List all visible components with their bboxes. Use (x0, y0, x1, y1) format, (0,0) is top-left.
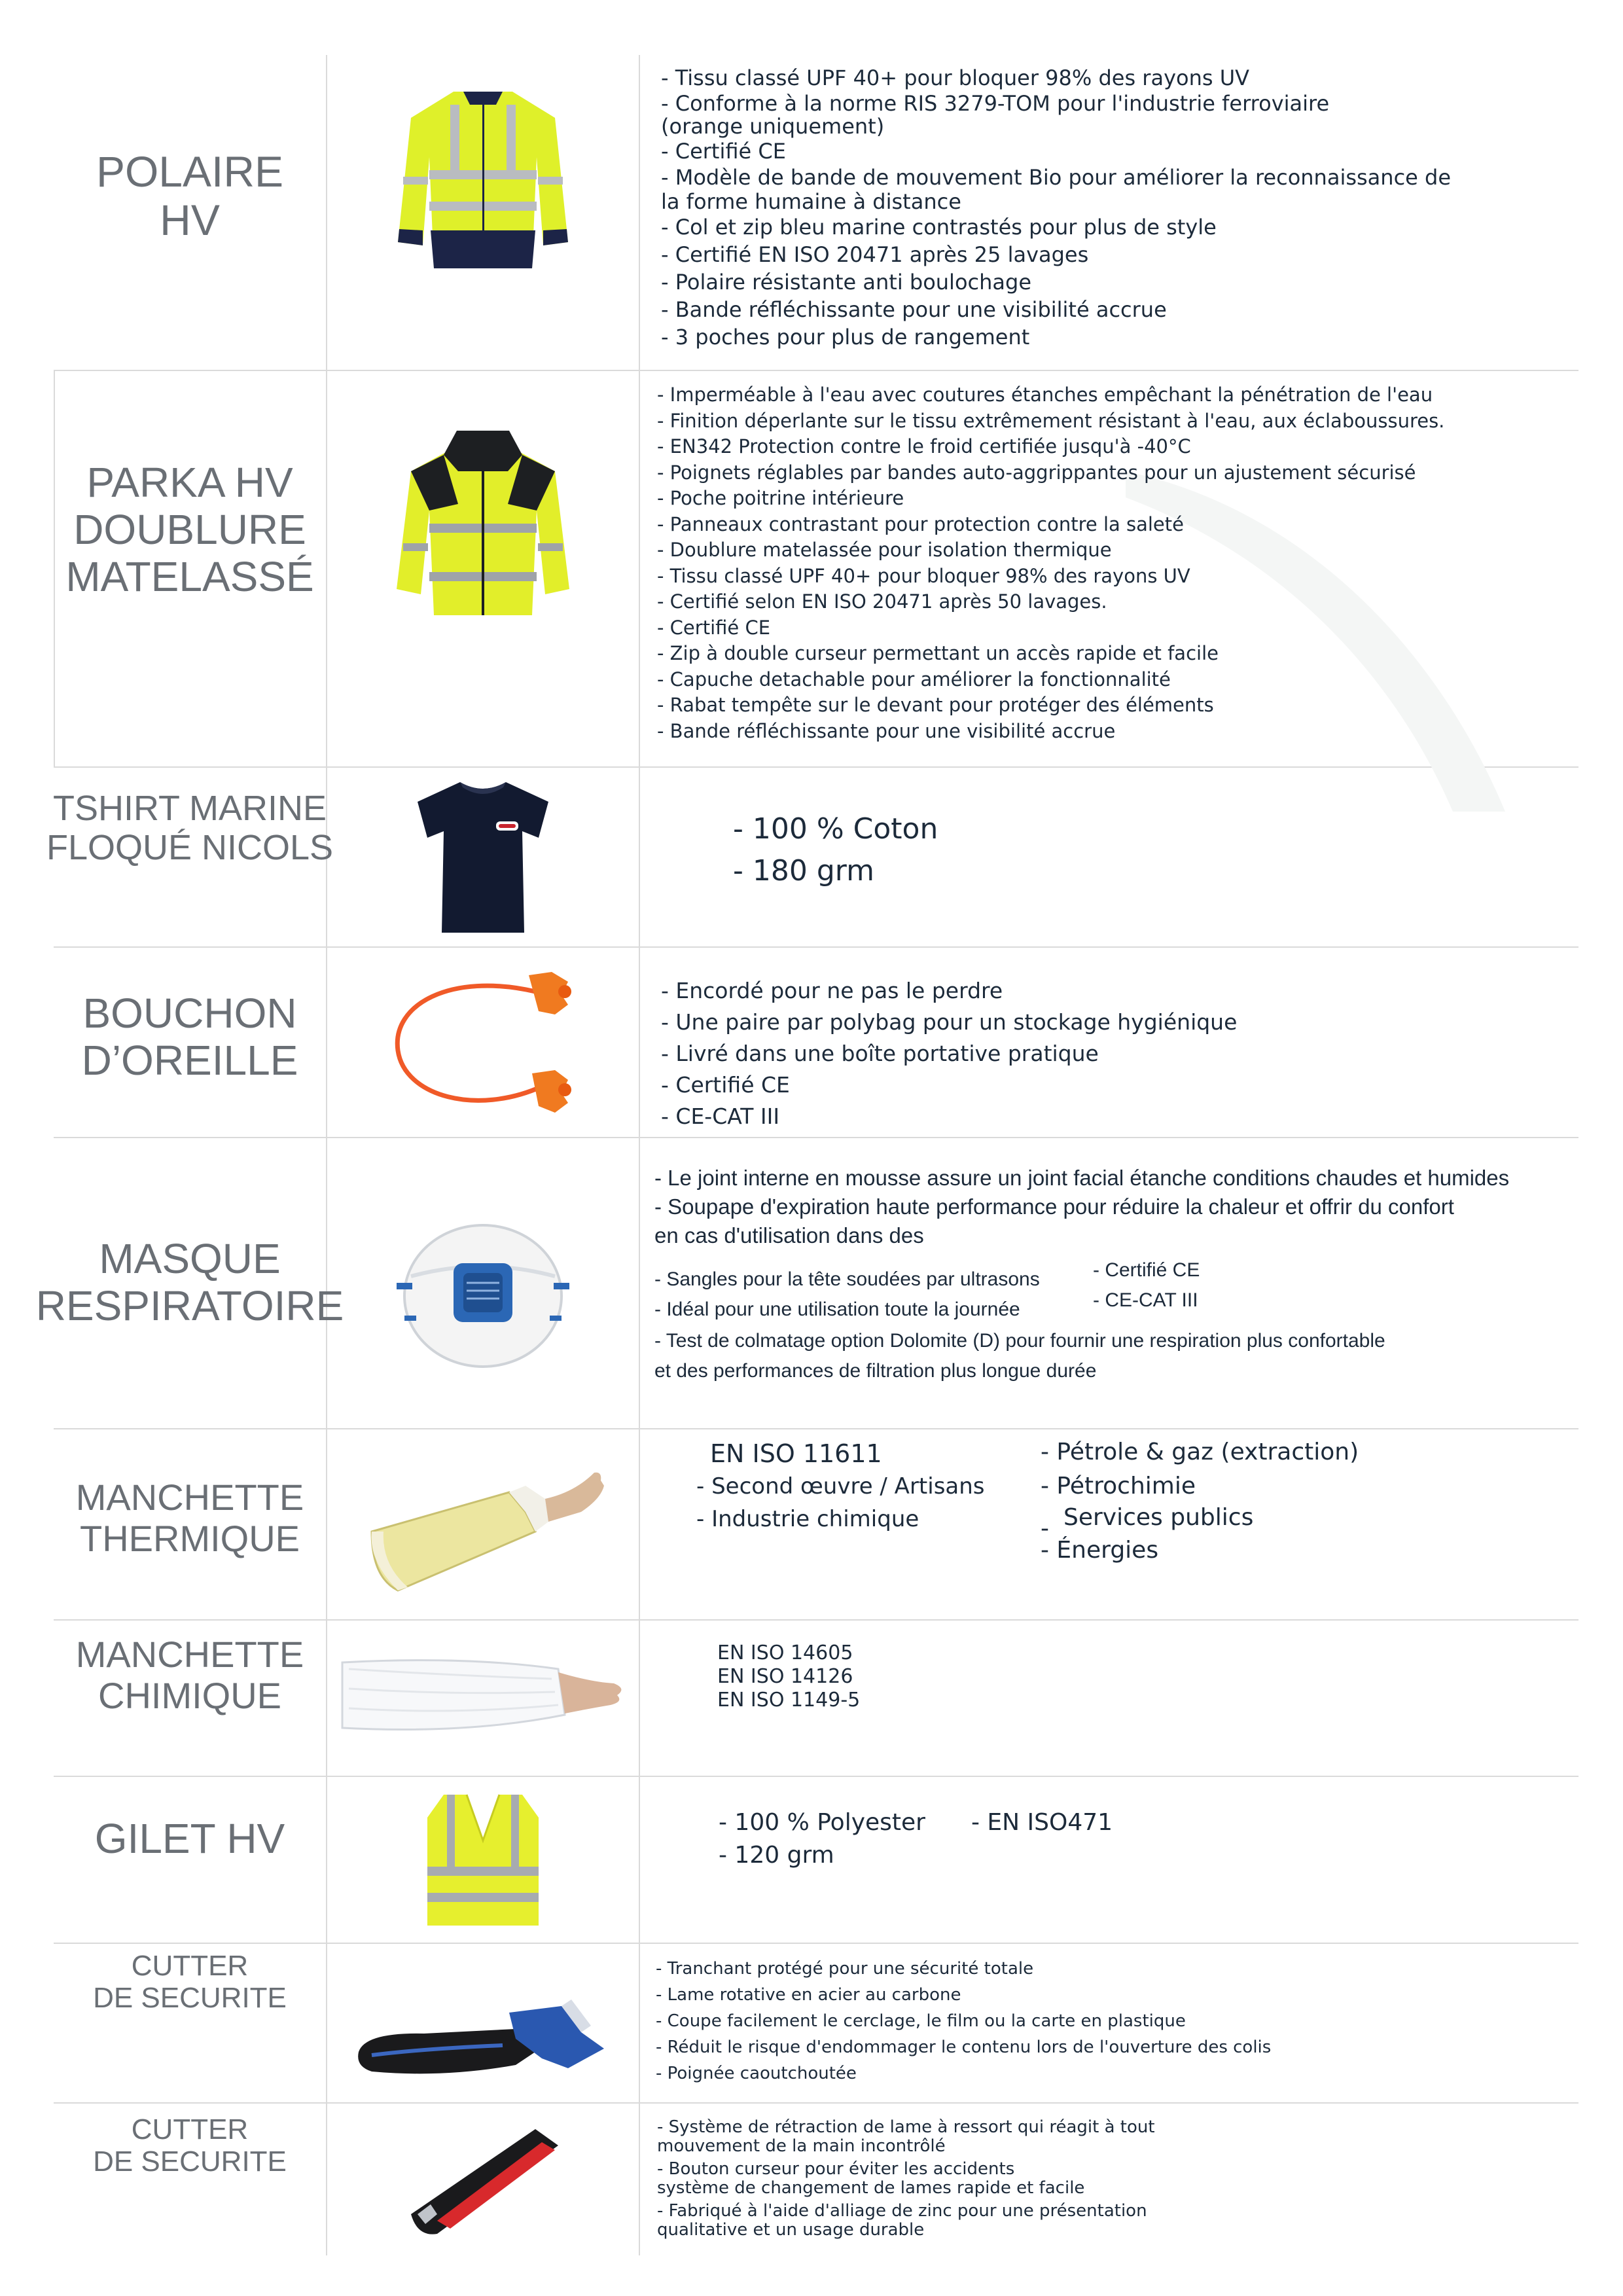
row-divider (54, 1428, 1578, 1429)
uses-manchette-thermique-dash: - (1041, 1515, 1049, 1542)
product-name-gilet: GILET HV (94, 1815, 285, 1863)
respirator-mask-icon (391, 1217, 575, 1374)
uses-manchette-thermique-services: Services publics (1063, 1504, 1254, 1531)
chemical-sleeve-icon (336, 1643, 630, 1748)
column-divider-right (639, 55, 640, 2255)
features-tshirt: - 100 % Coton - 180 grm (733, 812, 938, 888)
features-masque-right: - Certifié CE - CE-CAT III (1093, 1259, 1200, 1311)
features-gilet: - 100 % Polyester - 120 grm (719, 1809, 925, 1869)
product-name-polaire: POLAIRE HV (96, 147, 284, 244)
uses-manchette-thermique-left: - Second œuvre / Artisans - Industrie chimique (696, 1473, 985, 1532)
features-parka: - Imperméable à l'eau avec coutures étanches empêchant la pénétration de l'eau - Finition déperlante sur le tissu extrêmement résistant à l'eau, aux éclaboussures. - EN342 Protection contre le froid certifiée jusqu'à -40°C - Poignets réglables par bandes auto-aggrippantes pour un ajustement sécurisé - Poche poitrine intérieure - Panneaux contrastant pour protection contre la saleté - Doublure matelassée pour isolation thermique - Tissu classé UPF 40+ pour bloquer 98% des rayons UV - Certifié selon EN ISO 20471 après 50 lavages. - Certifié CE - Zip à double curseur permettant un accès rapide et facile - Capuche detachable pour améliorer la fonctionnalité - Rabat tempête sur le devant pour protéger des éléments - Bande réfléchissante pour une visibilité accrue (657, 384, 1445, 742)
standard-gilet: - EN ISO471 (971, 1809, 1113, 1836)
product-image-cutter-2 (327, 2113, 639, 2244)
row-divider (54, 1619, 1578, 1621)
product-name-manchette-chimique: MANCHETTE CHIMIQUE (75, 1634, 304, 1716)
hi-vis-parka-icon (391, 425, 575, 622)
features-polaire: - Tissu classé UPF 40+ pour bloquer 98% des rayons UV - Conforme à la norme RIS 3279-TOM pour l'industrie ferroviaire (orange uniquement) - Certifié CE - Modèle de bande de mouvement Bio pour améliorer la reconnaissance de la forme humaine à distance - Col et zip bleu marine contrastés pour plus de style - Certifié EN ISO 20471 après 25 lavages - Polaire résistante anti boulochage - Bande réfléchissante pour une visibilité accrue - 3 poches pour plus de rangement (661, 65, 1452, 350)
safety-cutter-red-icon (391, 2116, 575, 2240)
standards-manchette-chimique: EN ISO 14605 EN ISO 14126 EN ISO 1149-5 (717, 1641, 861, 1712)
product-name-parka: PARKA HV DOUBLURE MATELASSÉ (65, 459, 314, 600)
corded-earplugs-icon (372, 965, 594, 1122)
row-divider (54, 1943, 1578, 1944)
features-cutter-2: - Système de rétraction de lame à ressort qui réagit à tout mouvement de la main incontrôlé - Bouton curseur pour éviter les accidents système de changement de lames rapide et facile - Fabriqué à l'aide d'alliage de zinc pour une présentation qualitative et un usage durable (657, 2117, 1155, 2240)
navy-tshirt-icon (408, 776, 558, 939)
product-name-tshirt: TSHIRT MARINE FLOQUÉ NICOLS (46, 788, 334, 867)
product-image-bouchon (327, 962, 639, 1126)
hi-vis-vest-icon (418, 1788, 548, 1932)
thermal-sleeve-icon (359, 1446, 607, 1604)
features-bouchon: - Encordé pour ne pas le perdre - Une paire par polybag pour un stockage hygiénique - Livré dans une boîte portative pratique - Certifié CE - CE-CAT III (661, 978, 1238, 1129)
row-divider (54, 1776, 1578, 1777)
product-image-parka (327, 419, 639, 628)
uses-manchette-thermique-right: - Pétrole & gaz (extraction) - Pétrochimie (1041, 1439, 1359, 1499)
product-image-cutter-1 (327, 1983, 639, 2101)
product-image-gilet (327, 1782, 639, 1939)
row-divider (54, 370, 1578, 371)
hi-vis-fleece-jacket-icon (391, 79, 575, 275)
uses-manchette-thermique-energies: - Énergies (1041, 1537, 1159, 1564)
product-image-manchette-thermique (327, 1440, 639, 1610)
row-divider (54, 946, 1578, 948)
product-name-cutter-1: CUTTER DE SECURITE (93, 1949, 287, 2014)
standard-manchette-thermique: EN ISO 11611 (710, 1439, 882, 1468)
features-masque-bottom: - Test de colmatage option Dolomite (D) pour fournir une respiration plus confortable et des performances de filtration plus longue durée (654, 1330, 1385, 1382)
product-name-bouchon: BOUCHON D’OREILLE (81, 990, 298, 1084)
safety-cutter-blue-icon (346, 1993, 620, 2091)
features-masque-left: - Sangles pour la tête soudées par ultrasons - Idéal pour une utilisation toute la journée (654, 1268, 1040, 1320)
row-divider (54, 1137, 1578, 1138)
features-masque-top: - Le joint interne en mousse assure un joint facial étanche conditions chaudes et humides - Soupape d'expiration haute performance pour réduire la chaleur et offrir du confort en cas d'utilisation dans des (654, 1166, 1510, 1247)
product-name-cutter-2: CUTTER DE SECURITE (93, 2113, 287, 2178)
product-image-polaire (327, 72, 639, 281)
product-image-manchette-chimique (327, 1630, 639, 1761)
product-image-masque (327, 1211, 639, 1381)
row-divider (54, 2102, 1578, 2104)
features-cutter-1: - Tranchant protégé pour une sécurité totale - Lame rotative en acier au carbone - Coupe facilement le cerclage, le film ou la carte en plastique - Réduit le risque d'endommager le contenu lors de l'ouverture des colis - Poignée caoutchoutée (656, 1959, 1272, 2083)
product-image-tshirt (327, 772, 639, 942)
product-name-manchette-thermique: MANCHETTE THERMIQUE (75, 1477, 304, 1559)
product-name-masque: MASQUE RESPIRATOIRE (35, 1235, 344, 1329)
